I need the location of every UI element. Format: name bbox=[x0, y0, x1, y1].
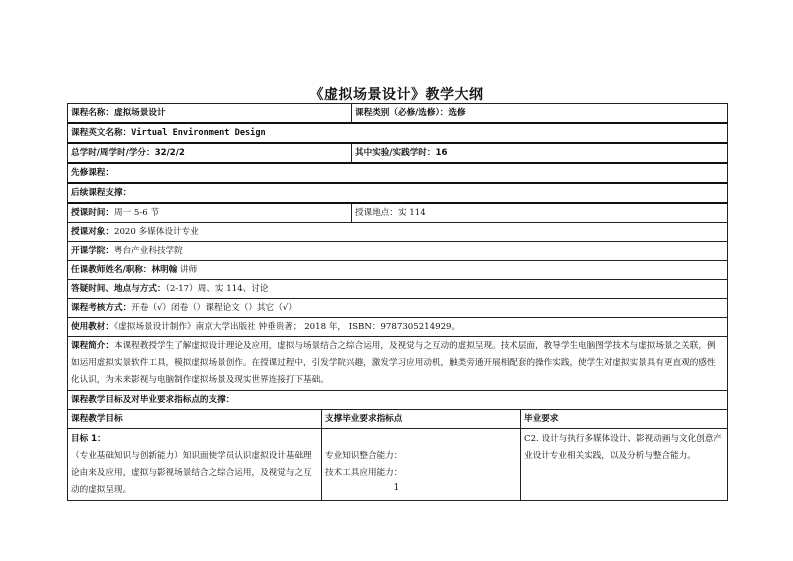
course-name-value: 虚拟场景设计 bbox=[113, 108, 166, 118]
teacher-label: 任课教师姓名/职称： bbox=[71, 265, 152, 275]
syllabus-table bbox=[67, 103, 728, 501]
teacher-title: 讲师 bbox=[180, 265, 198, 275]
header-indicator-label: 支撑毕业要求指标点 bbox=[325, 414, 403, 424]
exam-cell bbox=[68, 299, 728, 318]
textbook-value: 《虚拟场景设计制作》南京大学出版社 钟垂贵著； 2018 年， ISBN：9787305214929。 bbox=[113, 322, 461, 332]
goal1-label: 目标 1： bbox=[71, 434, 106, 444]
hours-cell bbox=[68, 143, 352, 163]
hours-value: 32/2/2 bbox=[154, 148, 185, 158]
exam-label: 课程考核方式： bbox=[71, 303, 132, 313]
course-type-value: 选修 bbox=[448, 108, 466, 118]
place-label: 授课地点： bbox=[355, 208, 398, 218]
audience-cell bbox=[68, 223, 728, 242]
lab-hours-label: 其中实验/实践学时： bbox=[355, 148, 436, 158]
textbook-cell bbox=[68, 318, 728, 337]
qa-value: （2-17）周、实 114、讨论 bbox=[165, 284, 269, 294]
audience-label: 授课对象： bbox=[71, 227, 114, 237]
intro-text: 本课程教授学生了解虚拟设计理论及应用，虚拟与场景结合之综合运用，及视觉与之互动的虚拟呈现。技术层面，教导学生电脑图学技术与虚拟场景之关联，例如运用虚拟实景软件工具，模拟虚拟场景创作。在授课过程中，引发学院兴趣，激发学习应用动机，触类旁通开展相配套的操作实践，使学生对虚拟实景具有更直观的感性化认识，为未来影视与电脑制作虚拟场景及现实世界连接打下基础。 bbox=[71, 341, 716, 385]
college-value: 粤台产业科技学院 bbox=[113, 246, 183, 256]
time-cell bbox=[68, 203, 352, 223]
college-cell bbox=[68, 242, 728, 261]
course-name-cell bbox=[68, 104, 352, 124]
document-title: 《虚拟场景设计》教学大纲 bbox=[309, 87, 484, 103]
qa-cell bbox=[68, 280, 728, 299]
exam-value: 开卷（√）闭卷（）课程论文（）其它（√） bbox=[131, 303, 297, 313]
course-name-label: 课程名称： bbox=[71, 108, 114, 118]
indicator-1: 专业知识整合能力： bbox=[325, 450, 403, 461]
page-number: 1 bbox=[393, 483, 400, 493]
qa-label: 答疑时间、地点与方式： bbox=[71, 284, 166, 294]
goals-heading-cell bbox=[68, 391, 728, 410]
followup-label: 后续课程支撑： bbox=[71, 188, 132, 198]
goals-header-indicator bbox=[322, 410, 521, 429]
prereq-cell bbox=[68, 163, 728, 183]
place-cell bbox=[352, 203, 728, 223]
goal1-text: （专业基础知识与创新能力）知识面使学员认识虚拟设计基础理论由来及应用，虚拟与影视场景结合之综合运用，及视觉与之互动的虚拟呈现。 bbox=[71, 451, 312, 495]
header-objective-label: 课程教学目标 bbox=[71, 414, 123, 424]
goals-header-requirement bbox=[521, 410, 728, 429]
english-name-cell bbox=[68, 123, 728, 143]
hours-label: 总学时/周学时/学分： bbox=[71, 148, 155, 158]
followup-cell bbox=[68, 183, 728, 203]
time-value: 周一 5-6 节 bbox=[113, 208, 160, 218]
intro-cell bbox=[68, 337, 728, 391]
indicator-2: 技术工具应用能力： bbox=[325, 467, 403, 478]
requirement-text: C2. 设计与执行多媒体设计、影视动画与文化创意产业设计专业相关实践，以及分析与整合能力。 bbox=[524, 434, 722, 461]
audience-value: 2020 多媒体设计专业 bbox=[113, 227, 199, 237]
teacher-name: 林明翰 bbox=[151, 265, 178, 275]
lab-hours-cell bbox=[352, 143, 728, 163]
english-name-value: Virtual Environment Design bbox=[131, 128, 266, 138]
time-label: 授课时间： bbox=[71, 208, 114, 218]
goals-header-objective bbox=[68, 410, 322, 429]
intro-label: 课程简介： bbox=[71, 341, 114, 351]
goals-heading: 课程教学目标及对毕业要求指标点的支撑： bbox=[71, 395, 235, 405]
header-requirement-label: 毕业要求 bbox=[524, 414, 559, 424]
textbook-label: 使用教材： bbox=[71, 322, 114, 332]
college-label: 开课学院： bbox=[71, 246, 114, 256]
english-name-label: 课程英文名称： bbox=[71, 128, 132, 138]
course-type-label: 课程类别（必修/选修）： bbox=[355, 108, 449, 118]
prereq-label: 先修课程： bbox=[71, 168, 114, 178]
course-type-cell bbox=[352, 104, 728, 124]
teacher-cell bbox=[68, 261, 728, 280]
place-value: 实 114 bbox=[397, 208, 426, 218]
lab-hours-value: 16 bbox=[435, 148, 448, 158]
